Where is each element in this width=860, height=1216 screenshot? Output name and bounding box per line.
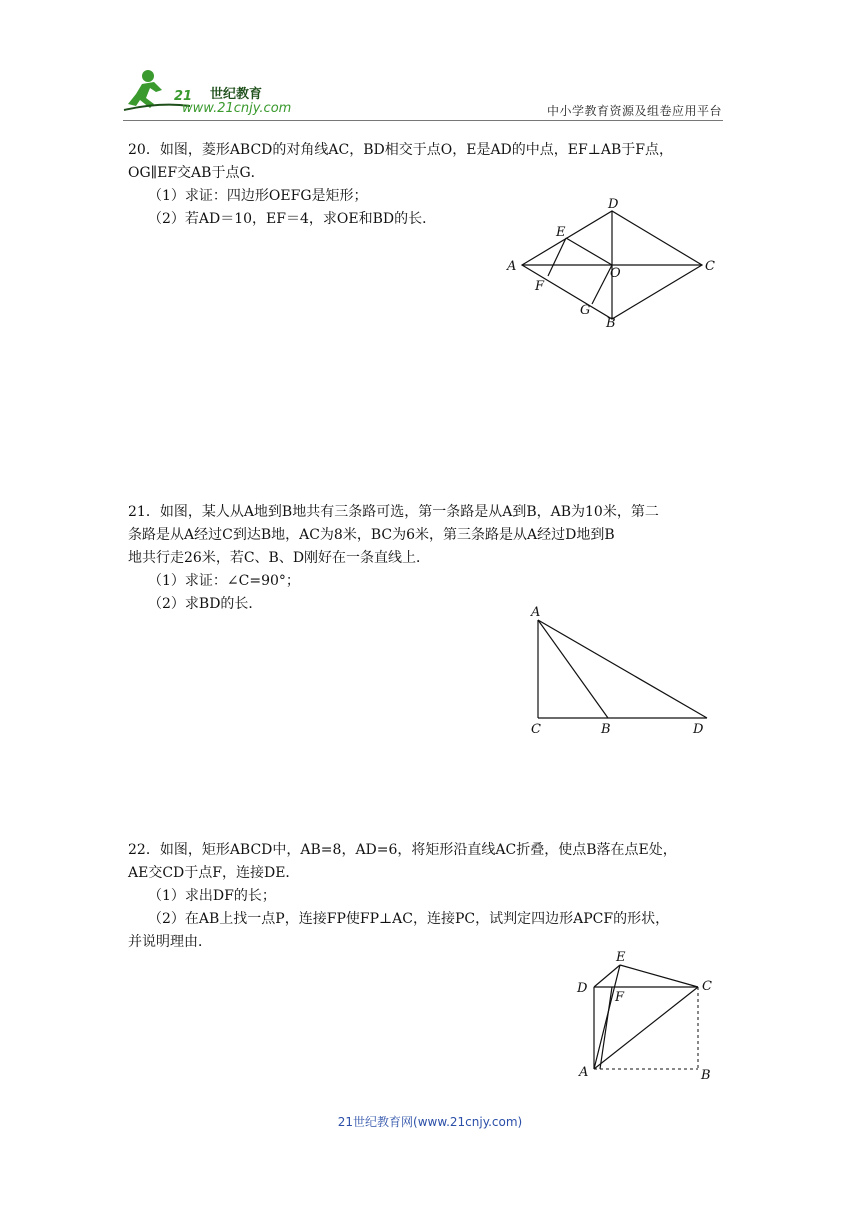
logo-cn: 世纪教育 xyxy=(210,87,263,102)
q21-figure-triangle xyxy=(520,600,720,740)
q20-label-A: A xyxy=(507,259,517,274)
q22-part2-cont: 并说明理由． xyxy=(128,934,212,950)
q21-line1: 21．如图，某人从A地到B地共有三条路可选，第一条路是从A到B，AB为10米，第二 xyxy=(128,504,659,520)
q20-label-B: B xyxy=(606,316,616,330)
header-tagline: 中小学教育资源及组卷应用平台 xyxy=(546,104,722,118)
q20-line2: OG∥EF交AB于点G． xyxy=(128,165,265,181)
q20-figure-rhombus xyxy=(500,195,725,330)
q21-label-B: B xyxy=(601,722,611,737)
q22-part2: （2）在AB上找一点P，连接FP使FP⊥AC，连接PC，试判定四边形APCF的形状， xyxy=(148,911,670,927)
q20-label-D: D xyxy=(608,197,619,212)
q22-figure-rectangle-fold xyxy=(570,945,720,1085)
q22-line1: 22．如图，矩形ABCD中，AB=8，AD=6，将矩形沿直线AC折叠，使点B落在点E处， xyxy=(128,842,677,858)
q21-label-C: C xyxy=(531,722,541,737)
q21-label-A: A xyxy=(531,605,541,620)
site-logo xyxy=(120,60,300,120)
logo-number: 21 xyxy=(174,89,193,104)
q20-label-F: F xyxy=(535,279,545,294)
q22-label-C: C xyxy=(702,979,712,994)
q20-label-G: G xyxy=(580,303,591,318)
q20-label-C: C xyxy=(705,259,715,274)
q21-line3: 地共行走26米，若C、B、D刚好在一条直线上． xyxy=(128,550,431,566)
q20-line1: 20．如图，菱形ABCD的对角线AC，BD相交于点O，E是AD的中点，EF⊥AB于F点， xyxy=(128,142,673,158)
logo-url: www.21cnjy.com xyxy=(182,101,292,116)
q20-part1: （1）求证：四边形OEFG是矩形； xyxy=(148,188,368,204)
q22-line2: AE交CD于点F，连接DE． xyxy=(128,865,300,881)
q22-part1: （1）求出DF的长； xyxy=(148,888,276,904)
header-divider xyxy=(123,120,723,121)
q21-line2: 条路是从A经过C到达B地，AC为8米，BC为6米，第三条路是从A经过D地到B xyxy=(128,527,615,543)
footer-link[interactable]: 21世纪教育网(www.21cnjy.com) xyxy=(337,1115,523,1129)
q22-label-D: D xyxy=(577,981,588,996)
q22-label-F: F xyxy=(615,990,625,1005)
q20-label-O: O xyxy=(610,266,621,281)
q21-label-D: D xyxy=(693,722,704,737)
q22-label-E: E xyxy=(616,950,626,965)
q22-label-A: A xyxy=(579,1065,589,1080)
q20-part2: （2）若AD＝10，EF＝4，求OE和BD的长． xyxy=(148,211,437,227)
q20-label-E: E xyxy=(556,225,566,240)
q21-part2: （2）求BD的长． xyxy=(148,596,263,612)
q21-part1: （1）求证：∠C=90°； xyxy=(148,573,300,589)
q22-label-B: B xyxy=(701,1068,711,1083)
